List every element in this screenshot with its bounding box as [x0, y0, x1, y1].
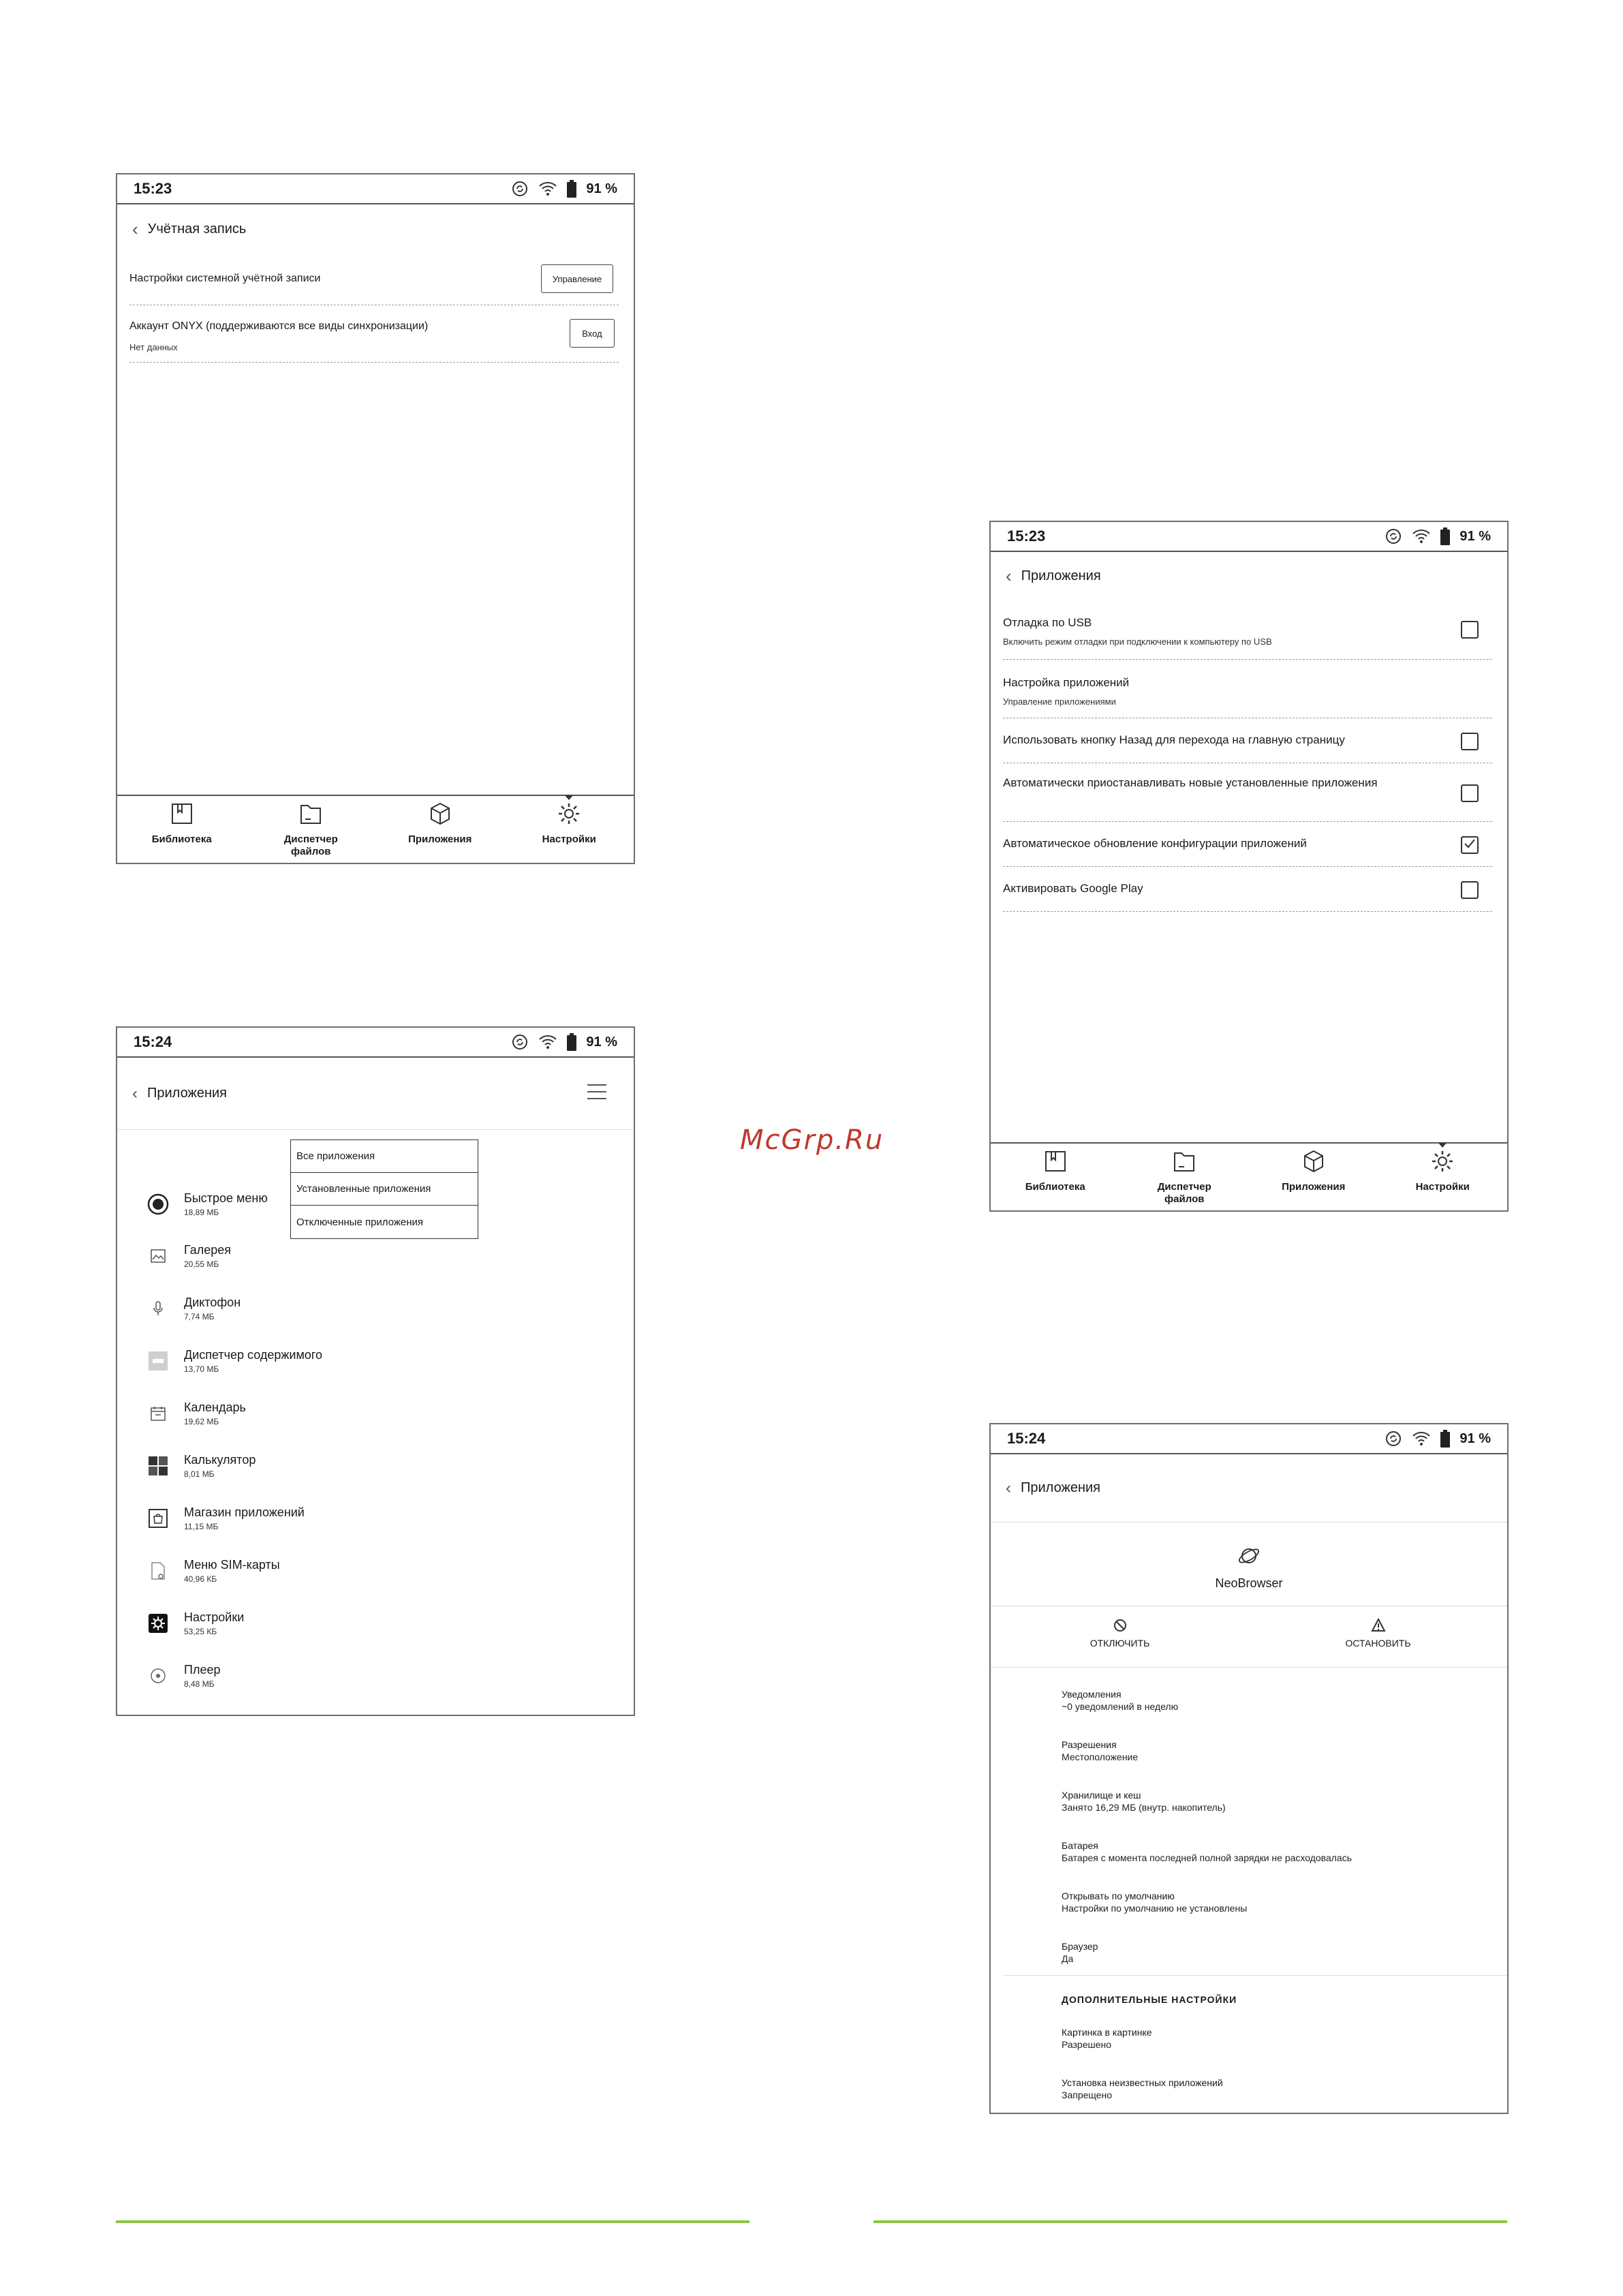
- sync-icon: [1385, 1430, 1402, 1448]
- status-time: 15:23: [1007, 527, 1046, 545]
- wifi-icon: [1412, 528, 1431, 545]
- folder-icon: [298, 801, 323, 833]
- account-header[interactable]: [117, 204, 634, 254]
- battery-level: 91 %: [586, 1034, 617, 1050]
- status-bar: [991, 522, 1507, 552]
- wifi-icon: [538, 181, 557, 197]
- auto-pause-checkbox[interactable]: [1461, 784, 1479, 802]
- sync-icon: [511, 1033, 529, 1051]
- gear-icon: [557, 801, 581, 833]
- google-play-checkbox[interactable]: [1461, 881, 1479, 899]
- system-account-label: Настройки системной учётной записи: [129, 273, 321, 284]
- back-chevron-icon[interactable]: ‹: [132, 1084, 138, 1103]
- list-item[interactable]: Быстрое меню 18,89 МБ: [147, 1191, 268, 1217]
- nav-file-manager[interactable]: Диспетчер файлов: [247, 796, 376, 863]
- nav-settings[interactable]: Настройки: [505, 796, 634, 863]
- nav-apps[interactable]: Приложения: [1249, 1144, 1378, 1210]
- nav-library[interactable]: Библиотека: [991, 1144, 1120, 1210]
- setting-row-back-button[interactable]: Использовать кнопку Назад для перехода на главную страницу: [1003, 718, 1492, 763]
- list-item[interactable]: Календарь 19,62 МБ: [147, 1400, 246, 1426]
- onyx-account-status: Нет данных: [129, 342, 178, 352]
- book-icon: [170, 801, 194, 833]
- active-indicator: [565, 795, 573, 800]
- info-notifications[interactable]: Уведомления ~0 уведомлений в неделю: [1062, 1689, 1179, 1712]
- nav-library[interactable]: Библиотека: [117, 796, 247, 863]
- gear-icon: [1430, 1149, 1455, 1181]
- setting-row-usb-debug[interactable]: Отладка по USB Включить режим отладки при подключении к компьютеру по USB: [1003, 601, 1492, 660]
- force-stop-button[interactable]: ОСТАНОВИТЬ: [1249, 1606, 1507, 1667]
- bottom-nav: [991, 1142, 1507, 1210]
- watermark: McGrp.Ru: [740, 1124, 884, 1156]
- warning-icon: [1249, 1618, 1507, 1636]
- wifi-icon: [538, 1034, 557, 1050]
- status-bar: [117, 1028, 634, 1058]
- app-info-header[interactable]: [991, 1454, 1507, 1522]
- folder-icon: [1172, 1149, 1196, 1181]
- app-actions: [991, 1606, 1507, 1668]
- app-store-icon: [147, 1507, 169, 1529]
- list-item[interactable]: Диспетчер содержимого 13,70 МБ: [147, 1348, 322, 1374]
- account-screen: [116, 173, 635, 864]
- info-browser[interactable]: Браузер Да: [1062, 1941, 1098, 1964]
- battery-level: 91 %: [1459, 1430, 1491, 1446]
- gallery-icon: [147, 1245, 169, 1267]
- filter-disabled-apps[interactable]: Отключенные приложения: [296, 1216, 424, 1228]
- info-permissions[interactable]: Разрешения Местоположение: [1062, 1739, 1139, 1762]
- list-item[interactable]: Магазин приложений 11,15 МБ: [147, 1505, 305, 1531]
- info-open-by-default[interactable]: Открывать по умолчанию Настройки по умолчанию не установлены: [1062, 1891, 1248, 1914]
- list-item[interactable]: Калькулятор 8,01 МБ: [147, 1453, 256, 1479]
- battery-level: 91 %: [1459, 528, 1491, 544]
- setting-row-app-config[interactable]: Настройка приложений Управление приложениями: [1003, 660, 1492, 718]
- list-item[interactable]: Настройки 53,25 КБ: [147, 1610, 244, 1636]
- content-manager-icon: [147, 1350, 169, 1372]
- nav-file-manager[interactable]: Диспетчер файлов: [1120, 1144, 1250, 1210]
- back-chevron-icon[interactable]: ‹: [132, 219, 138, 239]
- login-button[interactable]: Вход: [570, 319, 615, 348]
- list-item[interactable]: Галерея 20,55 МБ: [147, 1243, 231, 1269]
- back-button-checkbox[interactable]: [1461, 733, 1479, 750]
- list-item[interactable]: Диктофон 7,74 МБ: [147, 1296, 241, 1321]
- apps-settings-screen: [989, 521, 1509, 1212]
- apps-list-screen: [116, 1026, 635, 1716]
- auto-update-checkbox[interactable]: [1461, 836, 1479, 854]
- sim-icon: [147, 1560, 169, 1582]
- list-item[interactable]: Плеер 8,48 МБ: [147, 1663, 220, 1689]
- footer-line-right: [874, 2220, 1507, 2223]
- mic-icon: [147, 1298, 169, 1319]
- battery-icon: [1440, 1430, 1450, 1448]
- wifi-icon: [1412, 1430, 1431, 1447]
- info-picture-in-picture[interactable]: Картинка в картинке Разрешено: [1062, 2027, 1152, 2050]
- manage-button[interactable]: Управление: [541, 264, 613, 293]
- list-item[interactable]: Меню SIM-карты 40,96 КБ: [147, 1558, 280, 1584]
- battery-icon: [1440, 527, 1450, 545]
- apps-list-header[interactable]: [117, 1058, 634, 1130]
- player-icon: [147, 1665, 169, 1687]
- page-title: Приложения: [1021, 568, 1101, 583]
- browser-icon: [991, 1544, 1507, 1571]
- block-icon: [991, 1618, 1249, 1636]
- calendar-icon: [147, 1403, 169, 1424]
- menu-icon[interactable]: [586, 1082, 608, 1105]
- status-bar: [117, 174, 634, 204]
- settings-icon: [147, 1612, 169, 1634]
- back-chevron-icon[interactable]: ‹: [1006, 1478, 1011, 1497]
- info-unknown-apps[interactable]: Установка неизвестных приложений Запрещено: [1062, 2077, 1223, 2100]
- back-chevron-icon[interactable]: ‹: [1006, 566, 1012, 586]
- active-indicator: [1438, 1143, 1447, 1148]
- onyx-account-row: [129, 305, 619, 363]
- sync-icon: [511, 180, 529, 198]
- app-name: NeoBrowser: [1215, 1576, 1283, 1590]
- info-battery[interactable]: Батарея Батарея с момента последней полной зарядки не расходовалась: [1062, 1840, 1352, 1863]
- page-title: Учётная запись: [147, 221, 247, 236]
- filter-installed-apps[interactable]: Установленные приложения: [291, 1173, 478, 1206]
- battery-icon: [567, 180, 576, 198]
- onyx-account-label: Аккаунт ONYX (поддерживаются все виды синхронизации): [129, 320, 429, 332]
- cube-icon: [428, 801, 452, 833]
- info-storage[interactable]: Хранилище и кеш Занято 16,29 МБ (внутр. накопитель): [1062, 1790, 1226, 1813]
- circle-dot-icon: [147, 1193, 169, 1215]
- divider: [1003, 1975, 1507, 1976]
- setting-row-auto-pause[interactable]: Автоматически приостанавливать новые установленные приложения: [1003, 763, 1492, 822]
- calculator-icon: [147, 1455, 169, 1477]
- apps-settings-header[interactable]: [991, 552, 1507, 600]
- battery-level: 91 %: [586, 181, 617, 196]
- nav-apps[interactable]: Приложения: [375, 796, 505, 863]
- setting-row-google-play[interactable]: Активировать Google Play: [1003, 867, 1492, 912]
- checkmark-icon: [1464, 838, 1476, 853]
- battery-icon: [567, 1033, 576, 1051]
- sync-icon: [1385, 527, 1402, 545]
- usb-debug-checkbox[interactable]: [1461, 621, 1479, 639]
- status-time: 15:23: [134, 180, 172, 197]
- status-time: 15:24: [1007, 1430, 1046, 1447]
- status-bar: [991, 1424, 1507, 1454]
- bottom-nav: [117, 795, 634, 863]
- setting-row-auto-update-config[interactable]: Автоматическое обновление конфигурации приложений: [1003, 822, 1492, 867]
- app-info-screen: [989, 1423, 1509, 2114]
- page-title: Приложения: [1021, 1480, 1101, 1495]
- filter-all-apps[interactable]: Все приложения: [291, 1140, 478, 1173]
- book-icon: [1043, 1149, 1068, 1181]
- filter-dropdown: [290, 1139, 478, 1239]
- nav-settings[interactable]: Настройки: [1378, 1144, 1508, 1210]
- status-time: 15:24: [134, 1033, 172, 1050]
- footer-line-left: [116, 2220, 749, 2223]
- page-title: Приложения: [147, 1086, 228, 1101]
- advanced-settings-header: ДОПОЛНИТЕЛЬНЫЕ НАСТРОЙКИ: [1062, 1994, 1237, 2005]
- cube-icon: [1301, 1149, 1326, 1181]
- app-identity: [991, 1524, 1507, 1606]
- disable-button[interactable]: ОТКЛЮЧИТЬ: [991, 1606, 1249, 1667]
